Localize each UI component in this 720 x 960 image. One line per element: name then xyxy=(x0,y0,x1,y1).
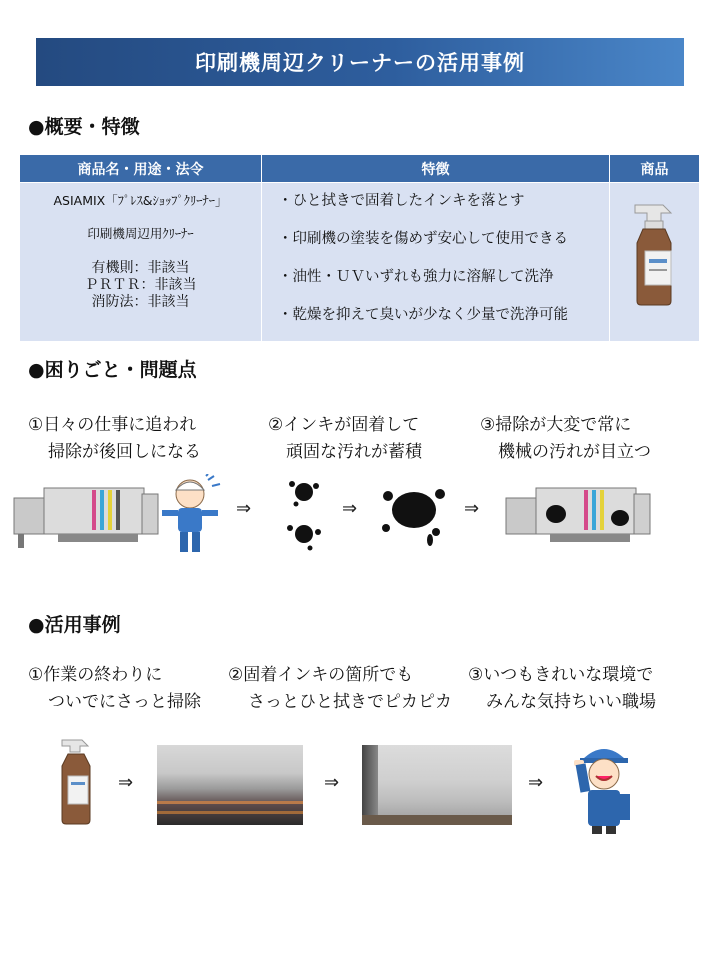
header-name: 商品名・用途・法令 xyxy=(20,155,262,183)
dirty-printing-press-icon xyxy=(504,480,654,550)
usecase-step-3-caption: ③いつもきれいな環境で みんな気持ちいい職場 xyxy=(468,665,656,712)
problem-step-1-caption: ①日々の仕事に追われ 掃除が後回しになる xyxy=(28,415,201,462)
feature-item: ・乾燥を抑えて臭いが少なく少量で洗浄可能 xyxy=(278,307,568,323)
arrow-icon: ⇒ xyxy=(118,772,134,793)
busy-worker-icon xyxy=(156,474,226,556)
arrow-icon: ⇒ xyxy=(236,498,252,519)
page-title: 印刷機周辺クリーナーの活用事例 xyxy=(36,38,684,86)
spray-bottle-icon xyxy=(625,199,685,309)
ink-splat-icon xyxy=(282,476,326,556)
product-name: ASIAMIX「ﾌﾟﾚｽ&ｼｮｯﾌﾟｸﾘｰﾅｰ」 xyxy=(53,193,228,208)
law-item: 消防法：非該当 xyxy=(91,294,190,310)
ink-stain-icon xyxy=(374,478,452,548)
feature-item: ・ひと拭きで固着したインキを落とす xyxy=(278,193,525,209)
overview-heading: ●概要・特徴 xyxy=(28,116,140,138)
law-item: 有機則：非該当 xyxy=(91,260,190,276)
usecases-heading: ●活用事例 xyxy=(28,614,121,636)
arrow-icon: ⇒ xyxy=(528,772,544,793)
spec-table xyxy=(19,154,700,342)
arrow-icon: ⇒ xyxy=(324,772,340,793)
product-image-cell xyxy=(610,183,700,342)
usecase-step-1-caption: ①作業の終わりに ついでにさっと掃除 xyxy=(28,665,201,712)
problem-step-2-caption: ②インキが固着して 頑固な汚れが蓄積 xyxy=(268,415,422,462)
happy-worker-icon xyxy=(568,740,640,836)
feature-item: ・印刷機の塗装を傷めず安心して使用できる xyxy=(278,231,568,247)
arrow-icon: ⇒ xyxy=(464,498,480,519)
law-item: ＰＲＴＲ：非該当 xyxy=(84,277,197,293)
feature-item: ・油性・ＵＶいずれも強力に溶解して洗浄 xyxy=(278,269,554,285)
problems-heading: ●困りごと・問題点 xyxy=(28,359,197,381)
machine-clean-photo xyxy=(362,745,512,825)
spray-bottle-icon xyxy=(58,736,98,826)
features-cell xyxy=(262,183,610,342)
table-row xyxy=(20,183,700,342)
arrow-icon: ⇒ xyxy=(342,498,358,519)
table-header-row xyxy=(20,155,700,183)
problem-step-3-caption: ③掃除が大変で常に 機械の汚れが目立つ xyxy=(480,415,651,462)
usecase-step-2-caption: ②固着インキの箇所でも さっとひと拭きでピカピカ xyxy=(228,665,452,712)
printing-press-icon xyxy=(12,480,160,550)
product-usage: 印刷機周辺用ｸﾘｰﾅｰ xyxy=(87,226,194,241)
header-feature: 特徴 xyxy=(262,155,610,183)
machine-cleaning-photo xyxy=(157,745,303,825)
header-product: 商品 xyxy=(610,155,700,183)
product-info-cell xyxy=(20,183,262,342)
